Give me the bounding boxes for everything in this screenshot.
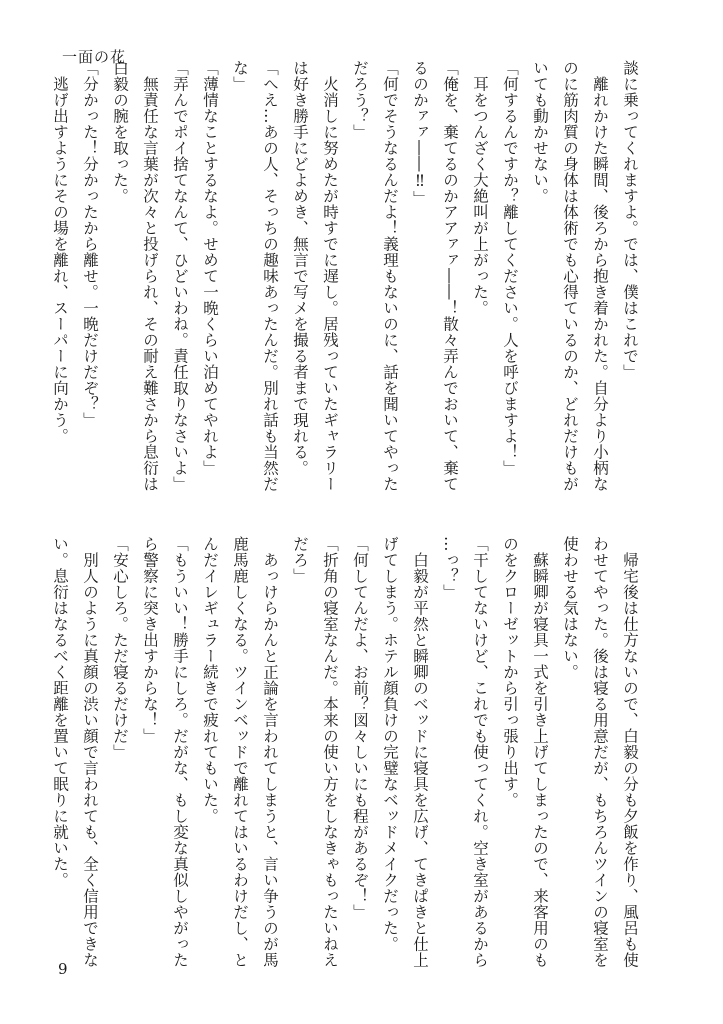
upper-text-block: [37, 60, 637, 510]
text-line: 「分かった！分かったから離せ。一晩だけだぞ？」: [81, 60, 99, 428]
text-line: …っ？」: [441, 536, 459, 600]
text-line: な」: [231, 60, 249, 92]
text-line: 白毅の腕を取った。: [111, 60, 129, 204]
text-line: 「薄情なことするなよ。せめて一晩くらい泊めてやれよ」: [201, 60, 219, 476]
text-line: わせてやった。後は寝る用意だが、もちろんツインの寝室を: [591, 536, 609, 968]
text-line: 「何でそうなるんだよ！義理もないのに、話を聞いてやった: [381, 60, 399, 492]
text-line: のに筋肉質の身体は体術でも心得ているのか、どれだけもが: [561, 60, 579, 492]
text-line: げてしまう。ホテル顔負けの完璧なベッドメイクだった。: [381, 536, 399, 952]
text-line: いても動かせない。: [531, 60, 549, 204]
text-line: 「俺を、棄てるのかアアァァ――！散々弄んでおいて、棄て: [441, 60, 459, 492]
text-line: 「干してないけど、これでも使ってくれ。空き室があるから: [471, 536, 489, 968]
text-line: 逃げ出すようにその場を離れ、スーパーに向かう。: [51, 60, 69, 444]
text-line: ら警察に突き出すからな！」: [141, 536, 159, 744]
text-line: 「何するんですか？離してください。人を呼びますよ！」: [501, 60, 519, 476]
text-line: 「何してんだよ、お前？図々しいにも程があるぞ！」: [351, 536, 369, 920]
text-line: だろ」: [291, 536, 309, 584]
text-line: のをクローゼットから引っ張り出す。: [501, 536, 519, 808]
text-line: 「もういい！勝手にしろ。だがな、もし変な真似しやがった: [171, 536, 189, 968]
text-line: い。息衍はなるべく距離を置いて眠りに就いた。: [51, 536, 69, 888]
text-line: だろう？」: [351, 60, 369, 140]
text-line: 「折角の寝室なんだ。本来の使い方をしなきゃもったいねえ: [321, 536, 339, 968]
text-line: 「へえ…あの人、そっちの趣味あったんだ。別れ話も当然だ: [261, 60, 279, 492]
page-number: 9: [58, 960, 68, 978]
text-line: 白毅が平然と瞬卿のベッドに寝具を広げ、てきぱきと仕上: [411, 536, 429, 968]
running-title: 一面の花: [62, 48, 127, 66]
lower-text-block: [37, 536, 637, 996]
text-line: 別人のように真顔の渋い顔で言われても、全く信用できな: [81, 536, 99, 968]
text-line: は好き勝手にどよめき、無言で写メを撮る者まで現れる。: [291, 60, 309, 476]
text-line: 帰宅後は仕方ないので、白毅の分も夕飯を作り、風呂も使: [621, 536, 639, 968]
text-line: るのかァァ――‼」: [411, 60, 429, 207]
text-line: 「弄んでポイ捨てなんて、ひどいわね。責任取りなさいよ」: [171, 60, 189, 492]
text-line: 鹿馬鹿しくなる。ツインベッドで離れてはいるわけだし、と: [231, 536, 249, 968]
text-line: 「安心しろ。ただ寝るだけだ」: [111, 536, 129, 760]
text-line: 離れかけた瞬間、後ろから抱き着かれた。自分より小柄な: [591, 60, 609, 492]
text-line: 火消しに努めたが時すでに遅し。居残っていたギャラリー: [321, 60, 339, 492]
text-line: 談に乗ってくれますよ。では、僕はこれで」: [621, 60, 639, 380]
text-line: んだイレギュラー続きで疲れてもいた。: [201, 536, 219, 824]
text-line: 使わせる気はない。: [561, 536, 579, 680]
text-line: 蘇瞬卿が寝具一式を引き上げてしまったので、来客用のも: [531, 536, 549, 968]
text-line: あっけらかんと正論を言われてしまうと、言い争うのが馬: [261, 536, 279, 968]
text-line: 耳をつんざく大絶叫が上がった。: [471, 60, 489, 316]
text-line: 無責任な言葉が次々と投げられ、その耐え難さから息衍は: [141, 60, 159, 492]
